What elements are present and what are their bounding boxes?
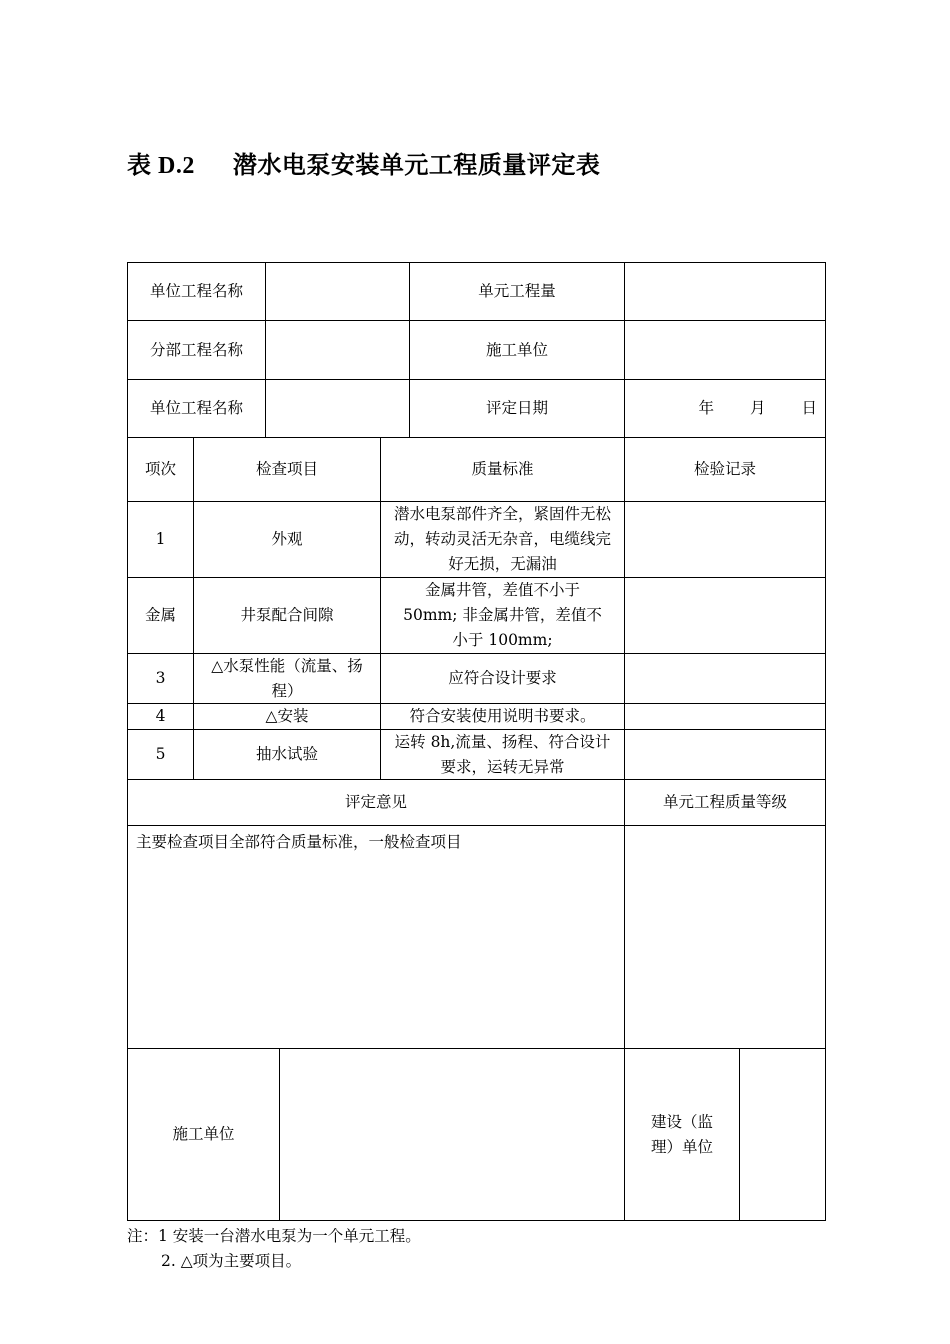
row-no: 金属 <box>127 577 194 654</box>
unit-project-label: 单位工程名称 <box>127 262 266 321</box>
element-quantity-label: 单元工程量 <box>409 262 625 321</box>
owner-supervisor-sign-area[interactable] <box>739 1048 826 1221</box>
evaluation-opinion-text[interactable]: 主要检查项目全部符合质量标准，一般检查项目 <box>127 825 625 1049</box>
footnotes <box>127 1224 421 1274</box>
row-item: 井泵配合间隙 <box>193 577 381 654</box>
footnote-1: 注：1 安装一台潜水电泵为一个单元工程。 <box>127 1227 421 1245</box>
row-standard: 潜水电泵部件齐全，紧固件无松动，转动灵活无杂音，电缆线完好无损，无漏油 <box>380 501 625 578</box>
row-record[interactable] <box>624 703 826 730</box>
row-record[interactable] <box>624 577 826 654</box>
row-no: 3 <box>127 653 194 704</box>
branch-project-label: 分部工程名称 <box>127 320 266 380</box>
date-month: 月 <box>749 399 766 417</box>
row-item: △水泵性能（流量、扬程） <box>193 653 381 704</box>
row-standard: 运转 8h,流量、扬程、符合设计要求，运转无异常 <box>380 729 625 780</box>
col-header-no: 项次 <box>127 437 194 502</box>
row-no: 5 <box>127 729 194 780</box>
row-record[interactable] <box>624 729 826 780</box>
row-no: 1 <box>127 501 194 578</box>
col-header-record: 检验记录 <box>624 437 826 502</box>
row-standard: 应符合设计要求 <box>380 653 625 704</box>
construction-unit-label: 施工单位 <box>409 320 625 380</box>
row-record[interactable] <box>624 653 826 704</box>
construction-unit-value[interactable] <box>624 320 826 380</box>
row-item: 抽水试验 <box>193 729 381 780</box>
quality-grade-value[interactable] <box>624 825 826 1049</box>
unit-project-value[interactable] <box>265 262 410 321</box>
unit-project-label-2: 单位工程名称 <box>127 379 266 438</box>
quality-grade-label: 单元工程质量等级 <box>624 779 826 826</box>
col-header-standard: 质量标准 <box>380 437 625 502</box>
owner-supervisor-sign-label: 建设（监理）单位 <box>624 1048 740 1221</box>
element-quantity-value[interactable] <box>624 262 826 321</box>
col-header-item: 检查项目 <box>193 437 381 502</box>
date-day: 日 <box>801 399 817 417</box>
row-standard: 符合安装使用说明书要求。 <box>380 703 625 730</box>
row-item: 外观 <box>193 501 381 578</box>
footnote-2: 2. △项为主要项目。 <box>161 1252 302 1270</box>
page-title <box>127 145 600 180</box>
construction-unit-sign-label: 施工单位 <box>127 1048 280 1221</box>
branch-project-value[interactable] <box>265 320 410 380</box>
table-title: 潜水电泵安装单元工程质量评定表 <box>232 150 601 179</box>
unit-project-value-2[interactable] <box>265 379 410 438</box>
eval-date-value[interactable] <box>624 379 826 438</box>
construction-unit-sign-area[interactable] <box>279 1048 625 1221</box>
eval-date-label: 评定日期 <box>409 379 625 438</box>
table-number: 表 D.2 <box>127 153 195 179</box>
date-year: 年 <box>698 399 714 417</box>
row-standard: 金属井管，差值不小于 50mm; 非金属井管，差值不小于 100mm; <box>380 577 625 654</box>
row-no: 4 <box>127 703 194 730</box>
evaluation-opinion-label: 评定意见 <box>127 779 625 826</box>
row-record[interactable] <box>624 501 826 578</box>
row-item: △安装 <box>193 703 381 730</box>
